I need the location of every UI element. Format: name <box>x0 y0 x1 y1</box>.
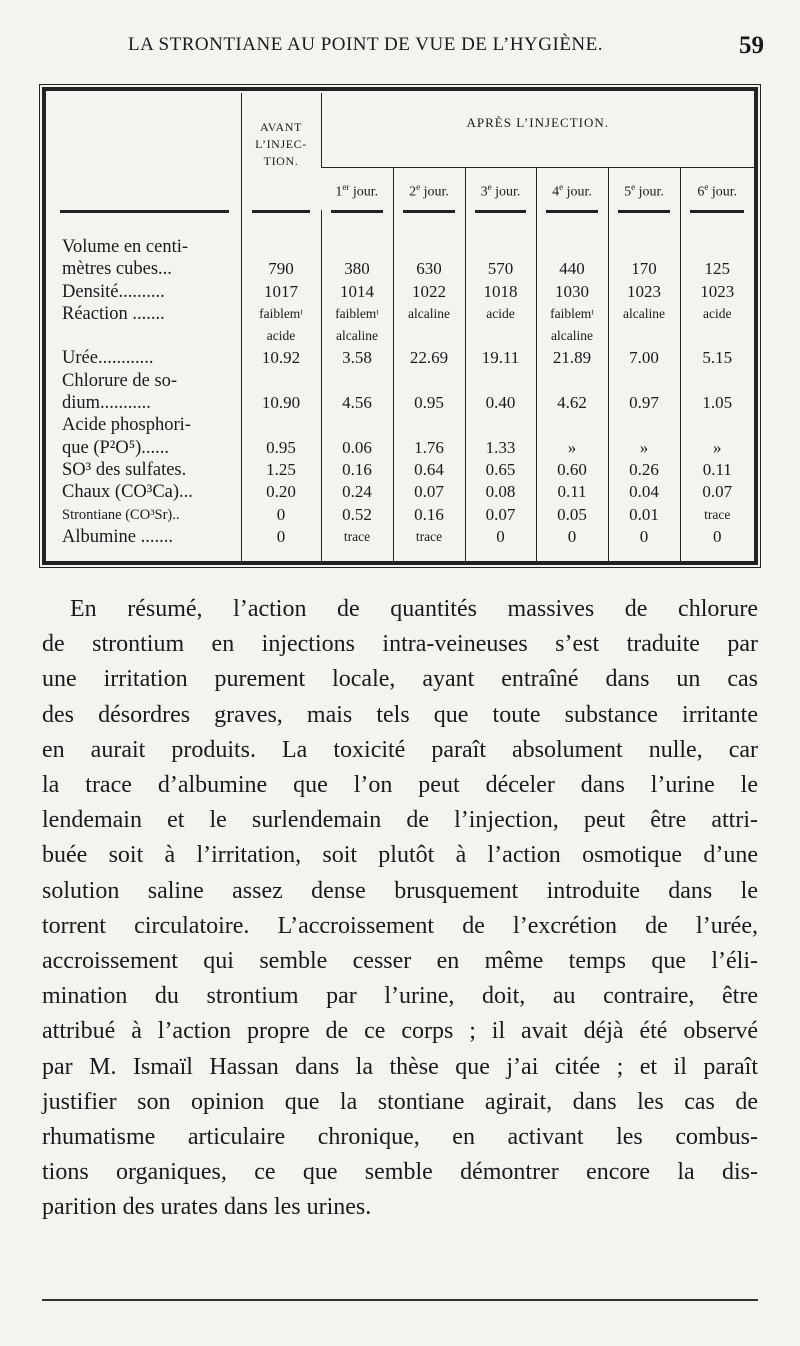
table-cell: trace <box>704 506 731 522</box>
row-label: Densité.......... <box>62 281 165 302</box>
table-cell <box>609 236 680 258</box>
table-cell: 790 <box>268 259 294 279</box>
results-table <box>42 87 758 565</box>
table-cell <box>322 236 393 258</box>
table-cell <box>466 414 536 436</box>
paragraph-line: buée soit à l’irritation, soit plutôt à l’action osmotique d’une <box>42 842 758 869</box>
table-cell: acide <box>486 305 515 321</box>
table-cell: 0.01 <box>629 504 659 524</box>
table-cell: 10.92 <box>261 348 301 368</box>
table-cell: acide <box>703 305 732 321</box>
table-cell: acide <box>266 328 296 344</box>
table-cell: 125 <box>704 259 730 279</box>
paragraph-line: la trace d’albumine que l’on peut déceler dans l’urine le <box>42 772 758 799</box>
table-cell: 0 <box>276 526 286 546</box>
paragraph-line: parition des urates dans les urines. <box>42 1194 372 1221</box>
table-cell <box>609 414 680 436</box>
separator-row <box>48 210 754 236</box>
header-apres-injection: APRÈS L’INJECTION. <box>321 93 754 168</box>
table-cell <box>394 236 465 258</box>
row-label: mètres cubes... <box>62 259 172 280</box>
table-cell: 1017 <box>264 281 298 301</box>
table-cell: 0.05 <box>557 504 587 524</box>
table-cell <box>242 370 321 392</box>
paragraph-line: tions organiques, ce que semble démontrer encore la dis- <box>42 1159 758 1186</box>
column-day-2 <box>393 236 465 561</box>
table-cell <box>466 370 536 392</box>
table-cell: 4.62 <box>557 393 587 413</box>
table-body-row <box>48 236 754 561</box>
header-day-4: 4e jour. <box>536 168 608 211</box>
row-label: Strontiane (CO³Sr).. <box>62 506 180 523</box>
paragraph-line: attribué à l’action propre de ce corps ; il avait déjà été observé <box>42 1018 758 1045</box>
paragraph-line: accroissement qui semble cesser en même temps que l’éli- <box>42 948 758 975</box>
paragraph-line: En résumé, l’action de quantités massives de chlorure <box>70 596 758 622</box>
row-label: Chlorure de so- <box>62 370 178 391</box>
table-cell <box>681 414 755 436</box>
table-cell: 0.64 <box>414 459 444 479</box>
column-day-3 <box>465 236 536 561</box>
row-label: Albumine ....... <box>62 526 173 547</box>
table-cell: 22.69 <box>409 348 449 368</box>
table-cell: 0.04 <box>629 482 659 502</box>
table-cell: 4.56 <box>342 393 372 413</box>
table-cell: trace <box>343 528 371 544</box>
paragraph-line: rhumatisme articulaire chronique, en activant les combus- <box>42 1124 758 1151</box>
table-cell: 0 <box>567 526 577 546</box>
table-cell: 1.25 <box>266 459 296 479</box>
table-cell <box>681 236 755 258</box>
table-cell <box>537 414 608 436</box>
table-cell: faiblemᵗ <box>259 305 303 321</box>
urine-analysis-table <box>48 93 754 561</box>
footer-rule <box>42 1299 758 1301</box>
row-label <box>62 325 241 347</box>
table-cell <box>466 236 536 258</box>
paragraph-line: de strontium en injections intra-veineuses s’est traduite par <box>42 631 758 658</box>
table-cell: 21.89 <box>552 348 592 368</box>
table-cell <box>242 414 321 436</box>
table-cell: 0.07 <box>485 504 516 524</box>
table-cell: 0 <box>639 526 649 546</box>
paragraph-line: en aurait produits. La toxicité paraît absolument nulle, car <box>42 736 758 763</box>
table-cell: trace <box>415 528 443 544</box>
table-cell <box>394 414 465 436</box>
table-cell: 0.07 <box>702 482 733 502</box>
table-cell: » <box>639 437 649 457</box>
header-avant-injection <box>241 93 321 210</box>
summary-paragraph <box>42 592 758 1226</box>
table-cell: 1.33 <box>485 437 516 457</box>
avant-line: TION. <box>263 154 299 168</box>
avant-line: L’INJEC- <box>255 137 307 151</box>
table-cell: 0.24 <box>342 482 372 502</box>
column-day-4 <box>536 236 608 561</box>
paragraph-line: solution saline assez dense brusquement introduite dans le <box>42 877 758 904</box>
table-cell <box>466 325 536 347</box>
table-cell: 630 <box>416 259 442 279</box>
header-day-1: 1er jour. <box>335 181 379 200</box>
table-cell: 0.20 <box>266 482 296 502</box>
table-cell: 1030 <box>555 281 589 301</box>
table-cell: 0.60 <box>557 459 587 479</box>
table-cell: 0 <box>496 526 505 546</box>
row-label: Réaction ....... <box>62 303 165 324</box>
column-day-5 <box>608 236 680 561</box>
table-cell: 0 <box>276 504 286 524</box>
table-cell <box>537 236 608 258</box>
row-label: dium........... <box>62 393 151 414</box>
table-cell: 5.15 <box>702 348 733 368</box>
table-cell: 0 <box>713 526 722 546</box>
row-label: Chaux (CO³Ca)... <box>62 482 193 503</box>
paragraph-line: torrent circulatoire. L’accroissement de l’excrétion de l’urée, <box>42 912 758 939</box>
column-day-6 <box>680 236 754 561</box>
table-cell: alcaline <box>551 328 593 344</box>
table-cell: 170 <box>631 259 657 279</box>
table-cell <box>609 370 680 392</box>
row-label: Urée............ <box>62 348 154 369</box>
table-cell: 1018 <box>483 281 518 301</box>
row-labels-column <box>48 236 241 561</box>
table-cell: alcaline <box>336 328 378 344</box>
table-cell: faiblemᵗ <box>335 305 379 321</box>
header-day-6: 6e jour. <box>680 168 754 211</box>
table-cell <box>322 370 393 392</box>
table-cell: 0.06 <box>342 437 372 457</box>
table-cell: faiblemᵗ <box>550 305 594 321</box>
table-cell <box>681 325 755 347</box>
table-cell: alcaline <box>623 305 665 321</box>
table-cell: » <box>567 437 577 457</box>
table-cell: 0.16 <box>414 504 444 524</box>
column-day-1 <box>321 236 393 561</box>
table-cell: 1023 <box>627 281 661 301</box>
header-empty-cell <box>48 93 241 210</box>
paragraph-line: par M. Ismaïl Hassan dans la thèse que j’ai citée ; et il paraît <box>42 1053 758 1080</box>
table-cell: 1.76 <box>414 437 444 457</box>
table-cell: 0.11 <box>702 459 732 479</box>
running-title: LA STRONTIANE AU POINT DE VUE DE L’HYGIÈNE. <box>128 34 604 55</box>
table-cell: 0.16 <box>342 459 372 479</box>
table-cell: 3.58 <box>342 348 372 368</box>
table-cell <box>537 370 608 392</box>
table-cell: 0.95 <box>414 393 444 413</box>
table-cell: 0.65 <box>485 459 516 479</box>
page-number: 59 <box>739 32 764 59</box>
table-cell: 1.05 <box>702 393 733 413</box>
table-cell <box>322 414 393 436</box>
row-label: Acide phosphori- <box>62 415 191 436</box>
paragraph-line: des désordres graves, mais tels que toute substance irritante <box>42 701 758 728</box>
table-cell <box>394 370 465 392</box>
table-cell: 0.95 <box>266 437 296 457</box>
avant-line: AVANT <box>260 120 302 134</box>
table-cell: 0.26 <box>629 459 659 479</box>
row-label: SO³ des sulfates. <box>62 459 187 480</box>
table-cell: 0.08 <box>485 482 516 502</box>
header-day-5: 5e jour. <box>608 168 680 211</box>
running-head <box>0 34 800 64</box>
table-cell <box>681 370 755 392</box>
header-day-3: 3e jour. <box>465 168 536 211</box>
table-cell: 440 <box>559 259 585 279</box>
table-cell: 0.97 <box>629 393 659 413</box>
table-cell: 570 <box>487 259 514 279</box>
table-cell <box>242 236 321 258</box>
column-avant <box>241 236 321 561</box>
paragraph-line: mination du strontium par l’urine, doit, au contraire, être <box>42 983 758 1010</box>
paragraph-line: justifier son opinion que la stontiane agirait, dans les cas de <box>42 1088 758 1115</box>
table-cell: alcaline <box>408 305 450 321</box>
table-cell <box>609 325 680 347</box>
table-cell: 1022 <box>412 281 446 301</box>
table-cell: 0.40 <box>485 393 516 413</box>
paragraph-line: une irritation purement locale, ayant entraîné dans un cas <box>42 666 758 693</box>
table-cell: 10.90 <box>261 393 301 413</box>
table-cell: 380 <box>344 259 370 279</box>
table-cell: 7.00 <box>629 348 659 368</box>
row-label: Volume en centi- <box>62 237 189 257</box>
header-day-2: 2e jour. <box>393 168 465 211</box>
table-cell: 0.11 <box>557 482 587 502</box>
table-cell: 1014 <box>340 281 374 301</box>
table-cell: 0.07 <box>414 482 444 502</box>
table-cell <box>394 325 465 347</box>
table-cell: 0.52 <box>342 504 372 524</box>
row-label: que (P²O⁵)...... <box>62 437 170 458</box>
table-cell: 1023 <box>700 281 735 301</box>
table-cell: » <box>713 437 722 457</box>
table-cell: 19.11 <box>481 348 520 368</box>
paragraph-line: lendemain et le surlendemain de l’injection, peut être attri- <box>42 807 758 834</box>
